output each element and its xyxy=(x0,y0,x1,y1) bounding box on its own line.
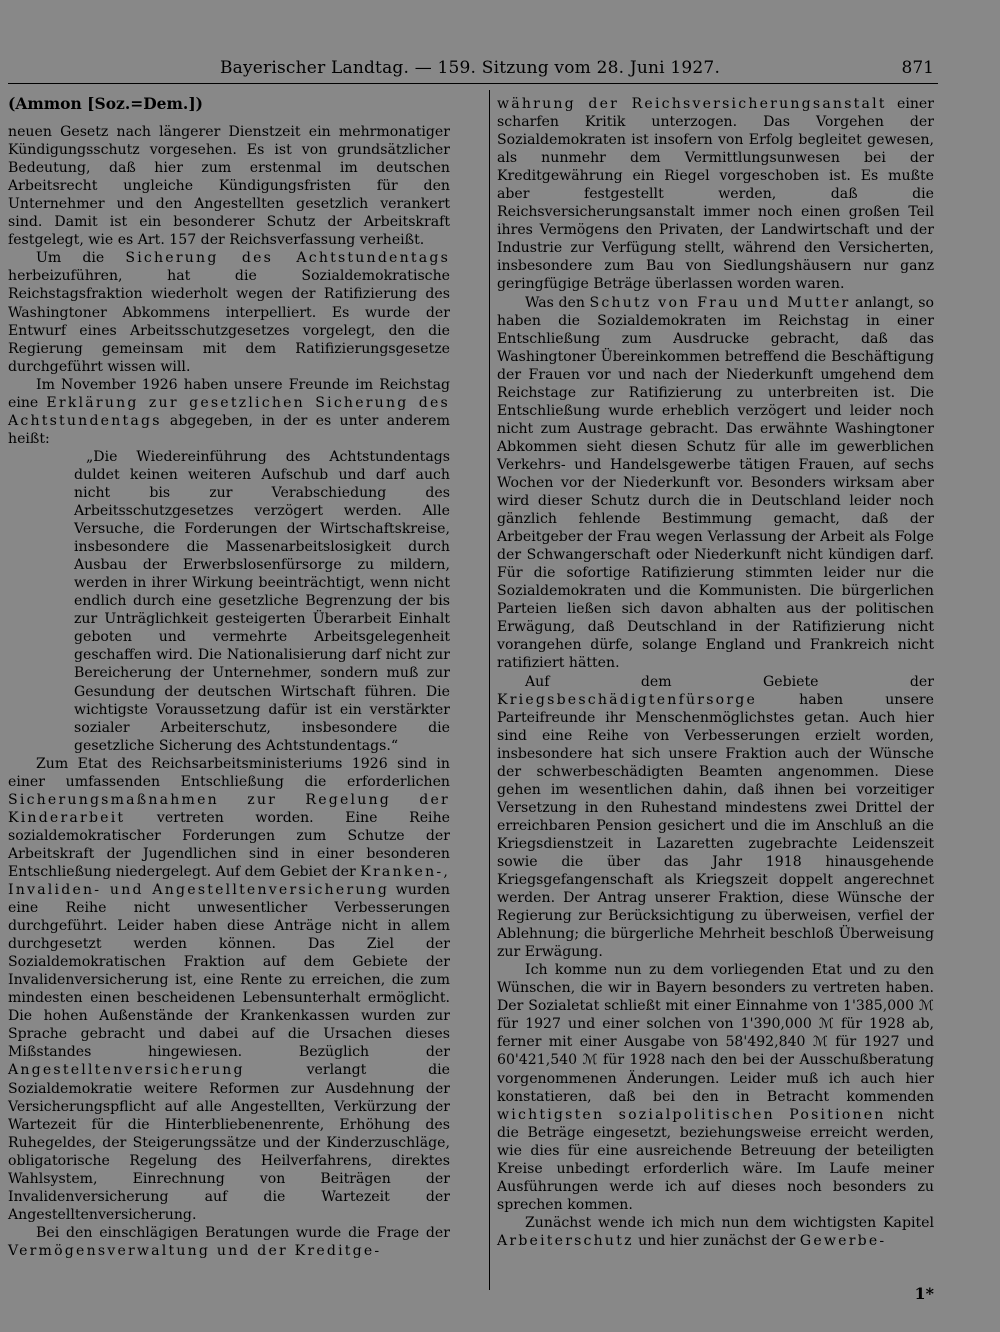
paragraph-text: Um die xyxy=(36,250,126,267)
emphasized-text: Kriegsbeschädigtenfürsorge xyxy=(497,691,758,708)
paragraph xyxy=(497,294,934,673)
speaker-label: (Ammon [Soz.=Dem.]) xyxy=(8,94,203,113)
emphasized-text: wichtigsten sozialpolitischen Positionen xyxy=(497,1106,886,1123)
paragraph xyxy=(497,673,934,962)
sheet-signature: 1* xyxy=(914,1284,934,1303)
paragraph-text: Auf dem Gebiete der xyxy=(525,673,934,690)
paragraph-text: Was den xyxy=(525,294,590,311)
emphasized-text: Sicherung des Achtstundentags xyxy=(125,250,450,267)
emphasized-text: Gewerbe- xyxy=(799,1232,887,1249)
paragraph-text: haben unsere Parteifreunde ihr Menschenmöglichstes getan. Auch hier sind eine Reihe von Verbesserungen erzielt worden, insbesondere hat sich unsere Fraktion auch der Wünsche der schwerbeschädigten Beamten angenommen. Diese gehen im wesentlichen dahin, daß ihnen bei vorzeitiger Versetzung in den Ruhestand mindestens zwei Drittel der erreichbaren Pension gesichert und die im Anschluß an die Kriegsdienstzeit in Lazaretten zugebrachte Leidenszeit sowie die über das Jahr 1918 hinausgehende Kriegsgefangenschaft als Kriegszeit doppelt angerechnet werden. Der Antrag unserer Fraktion, diese Wünsche der Regierung zur Berücksichtigung zu überweisen, verfiel der Ablehnung; die bürgerliche Mehrheit beschloß Überweisung zur Erwägung. xyxy=(497,691,934,961)
paragraph-text: wurden eine Reihe nicht unwesentlicher Verbesserungen durchgeführt. Leider haben diese Anträge nicht in allem durchgesetzt werden können. Das Ziel der Sozialdemokratischen Fraktion auf dem Gebiete der Invalidenversicherung ist, eine Rente zu erreichen, die zum mindesten einen bescheidenen Lebensunterhalt ermöglicht. Die hohen Außenstände der Krankenkassen wurden zur Sprache gebracht und dabei auf die Ursachen dieses Mißstandes hingewiesen. Bezüglich der xyxy=(8,882,450,1061)
paragraph-text: Bei den einschlägigen Beratungen wurde die Frage der xyxy=(36,1224,450,1241)
emphasized-text: Arbeiterschutz xyxy=(497,1232,634,1249)
running-header xyxy=(0,56,1000,80)
paragraph-text: und hier zunächst der xyxy=(633,1232,800,1249)
paragraph xyxy=(8,249,450,375)
column-divider xyxy=(489,90,490,1290)
emphasized-text: Kranken-, Invaliden- und Angestelltenversicherung xyxy=(8,863,450,899)
paragraph-text: Zum Etat des Reichsarbeitsministeriums 1926 sind in einer umfassenden Entschließung die erforderlichen xyxy=(8,755,450,790)
page-number: 871 xyxy=(901,58,934,78)
paragraph-text: nicht die Beträge eingesetzt, beziehungsweise erreicht werden, wie dies für eine ausreichende Betreuung der beteiligten Kreise unbedingt erforderlich wäre. Im Laufe meiner Ausführungen werde ich auf dieses noch besonders zu sprechen kommen. xyxy=(497,1106,935,1213)
paragraph xyxy=(8,123,450,249)
emphasized-text: währung der Reichsversicherungsanstalt xyxy=(497,96,887,112)
paragraph xyxy=(8,376,450,448)
emphasized-text: Angestelltenversicherung xyxy=(8,1062,245,1079)
paragraph xyxy=(497,1214,934,1250)
paragraph-text: Ich komme nun zu dem vorliegenden Etat und zu den Wünschen, die wir in Bayern besonders zu vertreten haben. Der Sozialetat schließt mit einer Einnahme von 1'385,000 ℳ für 1927 und einer solchen von 1'390,000 ℳ für 1928 ab, ferner mit einer Ausgabe von 58'492,840 ℳ für 1927 und 60'421,540 ℳ für 1928 nach den bei der Ausschußberatung vorgenommenen Änderungen. Leider muß ich auch hier konstatieren, daß bei den in Betracht kommenden xyxy=(497,962,934,1105)
paragraph-text: Zunächst wende ich mich nun dem wichtigsten Kapitel xyxy=(525,1214,934,1231)
emphasized-text: Vermögensverwaltung und der Kreditge- xyxy=(8,1242,382,1259)
paragraph-text: anlangt, so haben die Sozialdemokraten im Reichstag in einer Entschließung zum Ausdrucke gebracht, daß das Washingtoner Übereinkommen betreffend die Beschäftigung der Frauen vor und nach der Niederkunft umgehend dem Reichstage zur Ratifizierung zu unterbreiten ist. Die Entschließung wurde erheblich verzögert und leider noch nicht zum Austrage gebracht. Das erwähnte Washingtoner Abkommen sieht diesen Schutz für alle im gewerblichen Verkehrs- und Handelsgewerbe tätigen Frauen, auf sechs Wochen vor der Niederkunft vor. Besonders wirksam aber wird dieser Schutz durch die in Deutschland leider noch gänzlich fehlende Bestimmung gemacht, daß der Arbeitgeber der Frau wegen Verlassung der Arbeit als Folge der Schwangerschaft oder Niederkunft nicht kündigen darf. Für die sofortige Ratifizierung stimmten leider nur die Sozialdemokraten und die Kommunisten. Die bürgerlichen Parteien ließen sich davon abhalten aus der politischen Erwägung, daß Deutschland in der Ratifizierung nicht vorangehen dürfe, solange England und Frankreich nicht ratifiziert hätten. xyxy=(497,294,934,672)
paragraph-text: neuen Gesetz nach längerer Dienstzeit ein mehrmonatiger Kündigungsschutz vorgesehen. Es ist von grundsätzlicher Bedeutung, daß hier zum erstenmal im deutschen Arbeitsrecht ungleiche Kündigungsfristen für den Unternehmer und den Angestellten gesetzlich verankert sind. Damit ist ein besonderer Schutz der Arbeitskraft festgelegt, wie es Art. 157 der Reichsverfassung verheißt. xyxy=(8,124,450,249)
paragraph-text: herbeizuführen, hat die Sozialdemokratische Reichstagsfraktion wiederholt wegen der Ratifizierung des Washingtoner Abkommens interpelliert. Es wurde der Entwurf eines Arbeitsschutzgesetzes vorgelegt, den die Regierung gemeinsam mit dem Ratifizierungsgesetze durchgeführt wissen will. xyxy=(8,268,450,375)
left-column xyxy=(8,95,450,1260)
paragraph-text: einer scharfen Kritik unterzogen. Das Vorgehen der Sozialdemokraten ist insofern von Erfolg begleitet gewesen, als nunmehr dem Vermittlungsunwesen bei der Kreditgewährung ein Riegel vorgeschoben ist. Es mußte aber festgestellt werden, daß die Reichsversicherungsanstalt immer noch einen großen Teil ihres Vermögens den Privaten, der Landwirtschaft und der Industrie zur Verfügung stellt, während den Versicherten, insbesondere zum Bau von Siedlungshäusern nur ganz geringfügige Beträge überlassen worden waren. xyxy=(497,96,935,293)
header-title: Bayerischer Landtag. — 159. Sitzung vom 28. Juni 1927. xyxy=(219,58,721,78)
paragraph-text: vertreten worden. Eine Reihe sozialdemokratischer Forderungen zum Schutze der Arbeitskraft der Jugendlichen sind in einer besonderen Entschließung niedergelegt. Auf dem Gebiet der xyxy=(8,809,450,880)
paragraph-text: abgegeben, in der es unter anderem heißt: xyxy=(8,412,450,447)
right-column xyxy=(497,95,934,1250)
emphasized-text: Schutz von Frau und Mutter xyxy=(589,294,851,311)
paragraph-text: verlangt die Sozialdemokratie weitere Reformen zur Ausdehnung der Versicherungspflicht auf alle Angestellten, Verkürzung der Wartezeit für die Hinterbliebenenrente, Erhöhung des Ruhegeldes, der Steigerungssätze und der Kinderzuschläge, obligatorische Regelung des Heilverfahrens, direktes Wahlsystem, Einrechnung von Beiträgen der Invalidenversicherung auf die Wartezeit der Angestelltenversicherung. xyxy=(8,1062,450,1223)
quote-text: „Die Wiedereinführung des Achtstundentags duldet keinen weiteren Aufschub und darf auch nicht bis zur Verabschiedung des Arbeitsschutzgesetzes verzögert werden. Alle Versuche, die Forderungen der Wirtschaftskreise, insbesondere die Massenarbeitslosigkeit durch Ausbau der Erwerbslosenfürsorge zu mildern, werden in ihrer Wirkung beeinträchtigt, wenn nicht endlich durch eine gesetzliche Begrenzung der bis zur Unträglichkeit gesteigerten Überarbeit Einhalt geboten und vermehrte Arbeitsgelegenheit geschaffen wird. Die Nationalisierung darf nicht zur Bereicherung der Unternehmer, sondern muß zur Gesundung der deutschen Wirtschaft führen. Die wichtigste Voraussetzung dafür ist ein verstärkter sozialer Arbeiterschutz, insbesondere die gesetzliche Sicherung des Achtstundentags.“ xyxy=(74,448,450,754)
emphasized-text: Erklärung zur gesetzlichen Sicherung des Achtstundentags xyxy=(8,394,450,429)
block-quote xyxy=(74,448,450,755)
paragraph xyxy=(497,95,934,294)
paragraph xyxy=(497,961,934,1214)
header-rule xyxy=(8,83,938,84)
paragraph xyxy=(8,755,450,1224)
paragraph xyxy=(8,1224,450,1260)
emphasized-text: Sicherungsmaßnahmen zur Regelung der Kinderarbeit xyxy=(8,791,450,826)
paragraph-text: Im November 1926 haben unsere Freunde im Reichstag eine xyxy=(8,376,450,411)
